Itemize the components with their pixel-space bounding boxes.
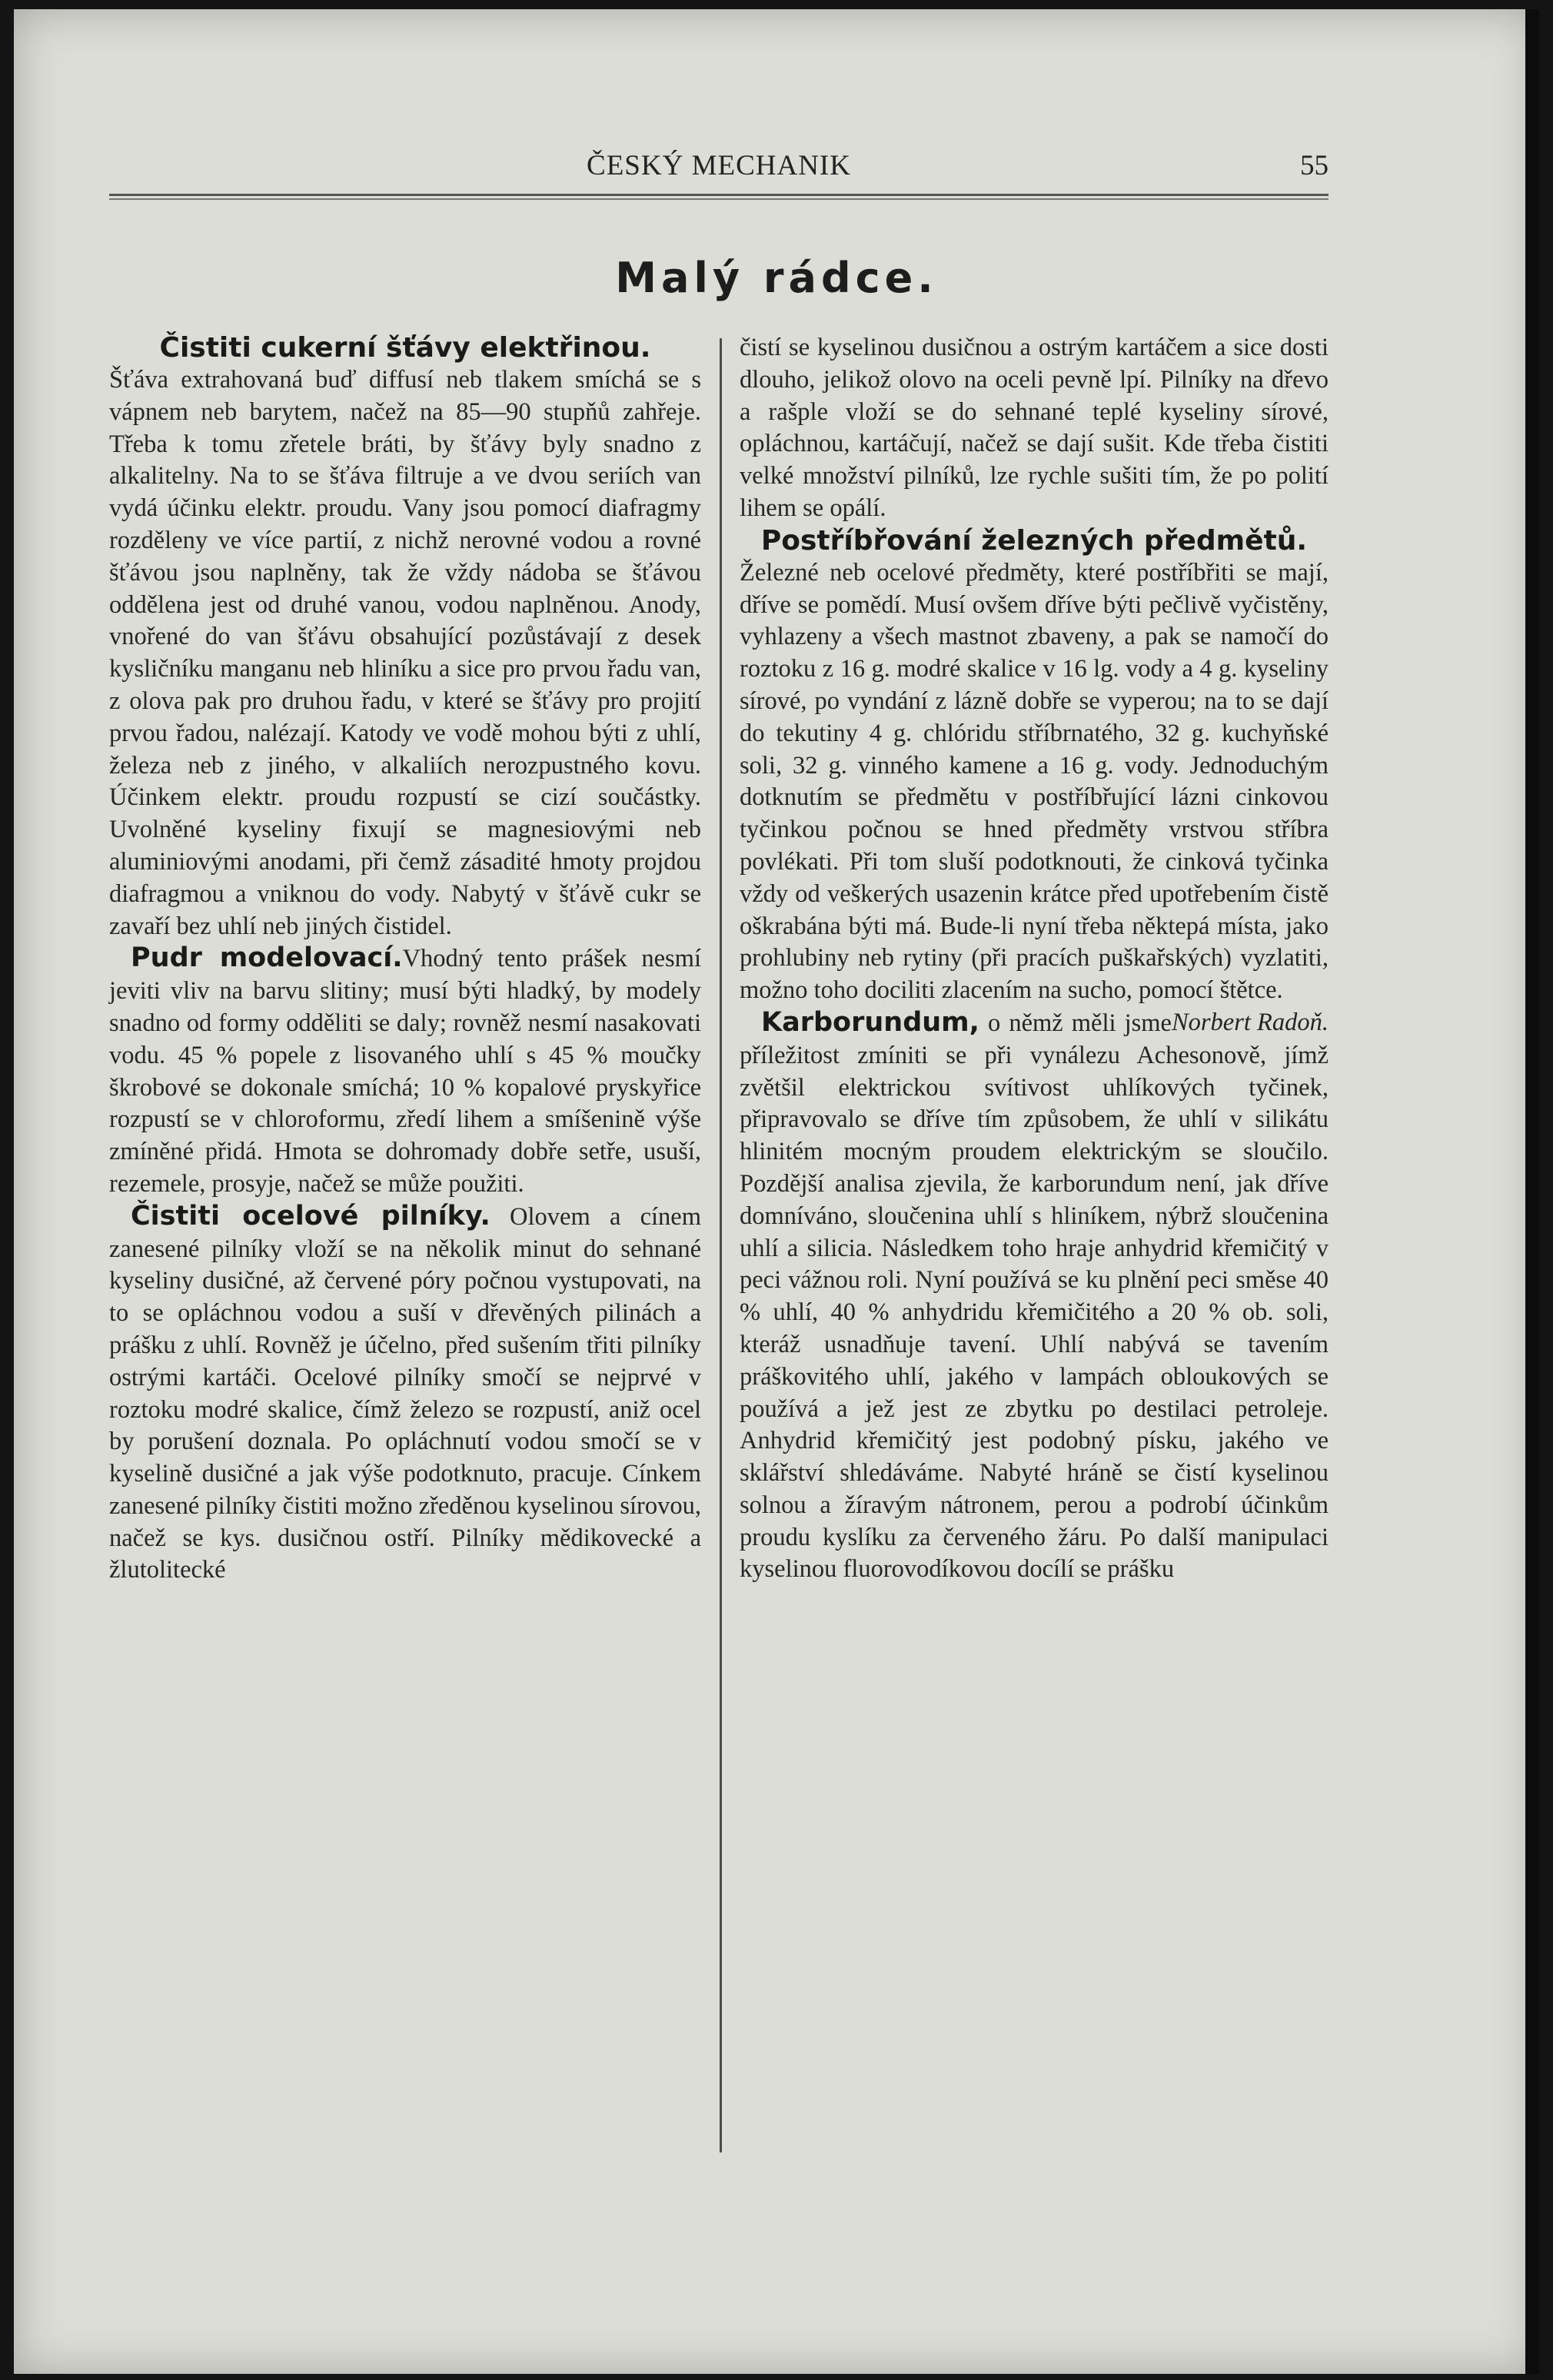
section-body-sugar-juice: Šťáva extrahovaná buď diffusí neb tlakem smíchá se s vápnem neb barytem, načež na 85—90 stupňů zahřeje. Třeba k tomu zřetele bráti, by šťávy byly snadno z alkalitelny. Na to se šťáva filtruje a ve dvou seriích van vydá účinku elektr. proudu. Vany jsou pomocí diafragmy rozděleny ve více partií, z nichž nerovné vodou a rovné šťávou jsou naplněny, tak že vždy nádoba se šťávou oddělena jest od druhé vanou, vodou naplněnou. Anody, vnořené do van šťávu obsahující pozůstávají z desek kysličníku manganu neb hliníku a sice pro prvou řadu van, z olova pak pro druhou řadu, v které se šťávy pro projití prvou řadou, nalézají. Katody ve vodě mohou býti z uhlí, železa neb z jiného, v alkaliích nerozpustného kovu. Účinkem elektr. proudu rozpustí se cizí součástky. Uvolněné kyseliny fixují se magnesiovými neb aluminiovými anodami, při čemž zásadité hmoty projdou diafragmou a vniknou do vody. Nabytý v šťávě cukr se zavaří bez uhlí neb jiných čistidel. [109, 366, 701, 940]
section-body-steel-files-continued: čistí se kyselinou dusičnou a ostrým kartáčem a sice dosti dlouho, jelikož olovo na oceli pevně lpí. Pilníky na dřevo a rašple vloží se do sehnané teplé kyseliny sírové, opláchnou, kartáčují, načež se dají sušit. Kde třeba čistiti velké množství pilníků, lze rychle sušiti tím, že po polití lihem se opálí. [740, 334, 1329, 522]
section-body-carborundum: o němž měli jsme příležitost zmíniti se při vynálezu Achesonově, jímž zvětšil elektrickou svítivost uhlíkových tyčinek, připravovalo se dříve tím způsobem, že uhlí v silikátu hlinitém mocným proudem elektrickým se sloučilo. Pozdější analisa zjevila, že karborundum není, jak dříve domníváno, sloučenina uhlí s hliníkem, nýbrž sloučenina uhlí a silicia. Následkem toho hraje anhydrid křemičitý v peci vážnou roli. Nyní používá se ku plnění peci směse 40 % uhlí, 40 % anhydridu křemičitého a 20 % ob. soli, kteráž usnadňuje tavení. Uhlí nabývá se tavením práškovitého uhlí, jakého v lampách obloukových se používá a jež jest ze zbytku po destilaci petroleje. Anhydrid křemičitý jest podobný písku, jakého ve sklářství shledáváme. Nabyté hráně se čistí kyselinou solnou a žíravým nátronem, perou a podrobí účinkům proudu kyslíku za červeného žáru. Po další manipulaci kyselinou fluorovodíkovou docílí se prášku [740, 1009, 1329, 1584]
section-heading-modelling-powder: Pudr modelovací. [131, 942, 403, 974]
left-column [109, 332, 701, 1587]
section-heading-steel-files: Čistiti ocelové pilníky. [131, 1200, 491, 1232]
running-title: ČESKÝ MECHANIK [587, 150, 851, 181]
column-divider [720, 338, 722, 2152]
page-title: Malý rádce. [615, 254, 938, 302]
header-rule [109, 194, 1329, 200]
right-column [740, 332, 1329, 1586]
section-heading-sugar-juice: Čistiti cukerní šťávy elektřinou. [159, 332, 651, 364]
section-steel-files [109, 1201, 701, 1587]
page-number: 55 [1300, 150, 1329, 181]
section-heading-silver-plating: Postříbřování železných předmětů. [760, 524, 1308, 557]
section-body-steel-files: Olovem a cínem zanesené pilníky vloží se na několik minut do sehnané kyseliny dusičné, až červené póry počnou vystupovati, na to se opláchnou vodou a suší v dřevěných pilinách a prášku z uhlí. Rovněž je účelno, před sušením třiti pilníky ostrými kartáči. Ocelové pilníky smočí se nejprvé v roztoku modré skalice, čímž železo se rozpustí, aniž ocel by porušení doznala. Po opláchnutí vodou smočí se v kyselině dusičné a jak výše podotknuto, pracuje. Cínkem zanesené pilníky čistiti možno zředěnou kyselinou sírovou, načež se kys. dusičnou ostří. Pilníky mědikovecké a žlutolitecké [109, 1202, 701, 1584]
section-carborundum [740, 1007, 1329, 1586]
running-header [109, 145, 1329, 188]
page-edge-shadow [1525, 9, 1539, 2374]
section-heading-carborundum: Karborundum, [761, 1006, 979, 1038]
author-signature: Norbert Radoň. [1171, 1008, 1329, 1036]
section-body-modelling-powder: Vhodný tento prášek nesmí jeviti vliv na barvu slitiny; musí býti hladký, by modely snadno od formy odděliti se daly; rovněž nesmí nasakovati vodu. 45 % popele z lisovaného uhlí s 45 % moučky škrobové se dokonale smíchá; 10 % kopalové pryskyřice rozpustí se v chloroformu, zředí lihem a smíšenině výše zmíněné přidá. Hmota se dohromady dobře setře, usuší, rezemele, prosyje, načež se může použiti. [109, 945, 701, 1198]
section-body-silver-plating: Železné neb ocelové předměty, které postříbřiti se mají, dříve se pomědí. Musí ovšem dříve býti pečlivě vyčistěny, vyhlazeny a všech mastnot zbaveny, a pak se namočí do roztoku z 16 g. modré skalice v 16 lg. vody a 4 g. kyseliny sírové, po vyndání z lázně dobře se vyperou; na to se dají do tekutiny 4 g. chlóridu stříbrnatého, 32 g. kuchyňské soli, 32 g. vinného kamene a 16 g. vody. Jednoduchým dotknutím se předmětu v postříbřující lázni cinkovou tyčinkou počnou se hned předměty vrstvou stříbra povlékati. Při tom sluší podotknouti, že cinková tyčinka vždy od veškerých usazenin krátce před upotřebením čistě oškrabána býti má. Bude-li nyní třeba něktерá místa, jako prohlubiny neb rytiny (při pracích puškařských) vyzlatiti, možno toho dociliti zlacením na sucho, pomocí štětce. [740, 558, 1329, 1005]
section-modelling-powder [109, 942, 701, 1200]
